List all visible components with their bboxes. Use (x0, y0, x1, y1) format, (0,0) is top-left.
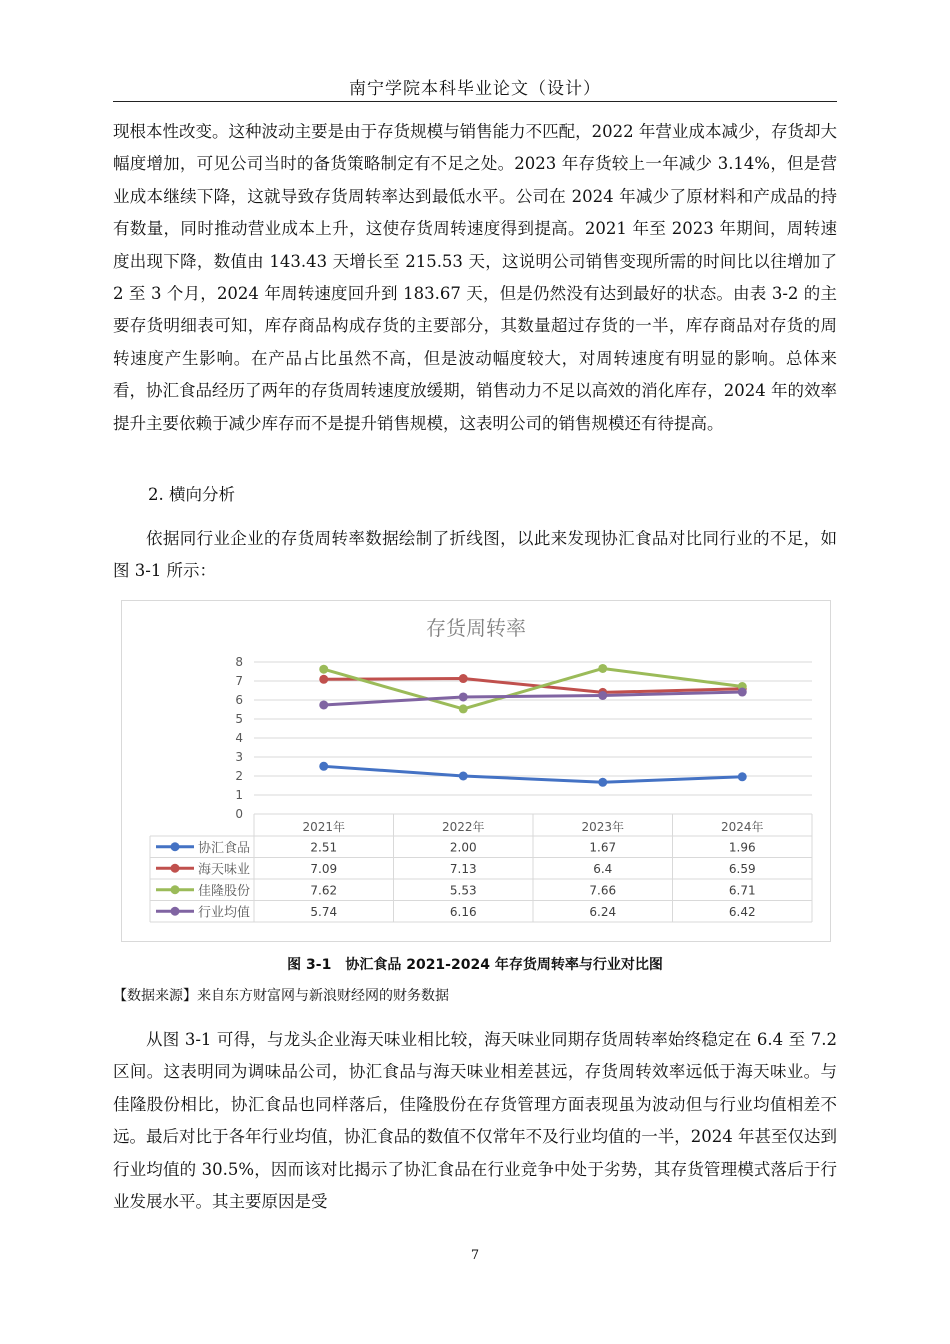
data-point (738, 772, 747, 781)
legend-key-marker (171, 864, 180, 873)
y-tick-label: 1 (235, 788, 243, 802)
legend-series-name: 佳隆股份 (198, 883, 251, 899)
series-layer (319, 664, 747, 787)
y-tick-label: 6 (235, 693, 243, 707)
data-point (319, 665, 328, 674)
chart-title: 存货周转率 (426, 616, 526, 640)
legend-key-marker (171, 907, 180, 916)
data-table-value: 6.42 (728, 904, 756, 919)
data-point (319, 762, 328, 771)
y-tick-label: 4 (235, 731, 243, 745)
x-category-label: 2023年 (581, 820, 625, 834)
data-table-value: 5.53 (449, 883, 477, 898)
chart-svg (122, 601, 830, 941)
data-point (459, 692, 468, 701)
data-table-value: 2.51 (310, 840, 338, 855)
data-point (459, 704, 468, 713)
legend-series-name: 行业均值 (198, 905, 251, 921)
section-heading-horizontal-analysis: 2. 横向分析 (148, 485, 235, 504)
legend-key-marker (171, 842, 180, 851)
data-point (459, 772, 468, 781)
data-table (150, 814, 812, 922)
data-table-value: 7.66 (589, 883, 617, 898)
y-tick-label: 7 (235, 674, 243, 688)
data-table-value: 6.59 (728, 861, 756, 876)
data-table-value: 7.13 (449, 861, 477, 876)
data-point (598, 691, 607, 700)
data-point (459, 674, 468, 683)
legend-series-name: 海天味业 (198, 862, 251, 878)
data-table-value: 6.4 (593, 861, 613, 876)
data-point (598, 664, 607, 673)
page-number: 7 (470, 1248, 480, 1263)
header-rule (113, 101, 837, 102)
page-header-title: 南宁学院本科毕业论文（设计） (349, 79, 601, 99)
data-table-value: 7.62 (310, 883, 338, 898)
data-table-value: 6.71 (728, 883, 756, 898)
y-tick-label: 2 (235, 769, 243, 783)
figure-caption: 图 3-1 协汇食品 2021-2024 年存货周转率与行业对比图 (287, 957, 663, 973)
y-tick-label: 0 (235, 807, 243, 821)
series-line (324, 766, 743, 782)
inventory-turnover-chart (121, 600, 831, 942)
legend-key-marker (171, 885, 180, 894)
paragraph-1: 现根本性改变。这种波动主要是由于存货规模与销售能力不匹配，2022 年营业成本减少，存货却大幅度增加，可见公司当时的备货策略制定有不足之处。2023 年存货较上一年减少 3.14%，但是营业成本继续下降，这就导致存货周转率达到最低水平。公司在 2024 年减少了原材料和产成品的持有数量，同时推动营业成本上升，这使存货周转速度得到提高。2021 年至 2023 年期间，周转速度出现下降，数值由 143.43 天增长至 215.53 天，这说明公司销售变现所需的时间比以往增加了 2 至 3 个月，2024 年周转速度回升到 183.67 天，但是仍然没有达到最好的状态。由表 3-2 的主要存货明细表可知，库存商品构成存货的主要部分，其数量超过存货的一半，库存商品对存货的周转速度产生影响。在产品占比虽然不高，但是波动幅度较大，对周转速度有明显的影响。总体来看，协汇食品经历了两年的存货周转速度放缓期，销售动力不足以高效的消化库存，2024 年的效率提升主要依赖于减少库存而不是提升销售规模，这表明公司的销售规模还有待提高。 (113, 122, 837, 433)
data-table-value: 5.74 (310, 904, 338, 919)
legend-series-name: 协汇食品 (198, 840, 251, 856)
y-tick-label: 5 (235, 712, 243, 726)
x-category-label: 2022年 (441, 820, 485, 834)
y-tick-labels (235, 655, 243, 821)
data-table-value: 6.16 (449, 904, 477, 919)
data-point (738, 688, 747, 697)
data-table-value: 6.24 (589, 904, 617, 919)
data-source-note: 【数据来源】来自东方财富网与新浪财经网的财务数据 (113, 988, 449, 1004)
paragraph-2: 依据同行业企业的存货周转率数据绘制了折线图，以此来发现协汇食品对比同行业的不足，如图 3-1 所示： (113, 529, 837, 581)
data-point (319, 700, 328, 709)
paragraph-3: 从图 3-1 可得，与龙头企业海天味业相比较，海天味业同期存货周转率始终稳定在 6.4 至 7.2 区间。这表明同为调味品公司，协汇食品与海天味业相差甚远，存货周转效率远低于海天味业。与佳隆股份相比，协汇食品也同样落后，佳隆股份在存货管理方面表现虽为波动但与行业均值相差不远。最后对比于各年行业均值，协汇食品的数值不仅常年不及行业均值的一半，2024 年甚至仅达到行业均值的 30.5%，因而该对比揭示了协汇食品在行业竞争中处于劣势，其存货管理模式落后于行业发展水平。其主要原因是受 (113, 1030, 837, 1212)
series-line (324, 692, 743, 705)
data-point (598, 778, 607, 787)
y-tick-label: 8 (235, 655, 243, 669)
data-table-value: 1.67 (589, 840, 617, 855)
x-category-label: 2021年 (302, 820, 346, 834)
series-line (324, 668, 743, 708)
data-point (319, 675, 328, 684)
y-tick-label: 3 (235, 750, 243, 764)
x-category-label: 2024年 (720, 820, 764, 834)
data-table-value: 1.96 (728, 840, 756, 855)
data-table-value: 2.00 (449, 840, 477, 855)
data-table-value: 7.09 (310, 861, 338, 876)
